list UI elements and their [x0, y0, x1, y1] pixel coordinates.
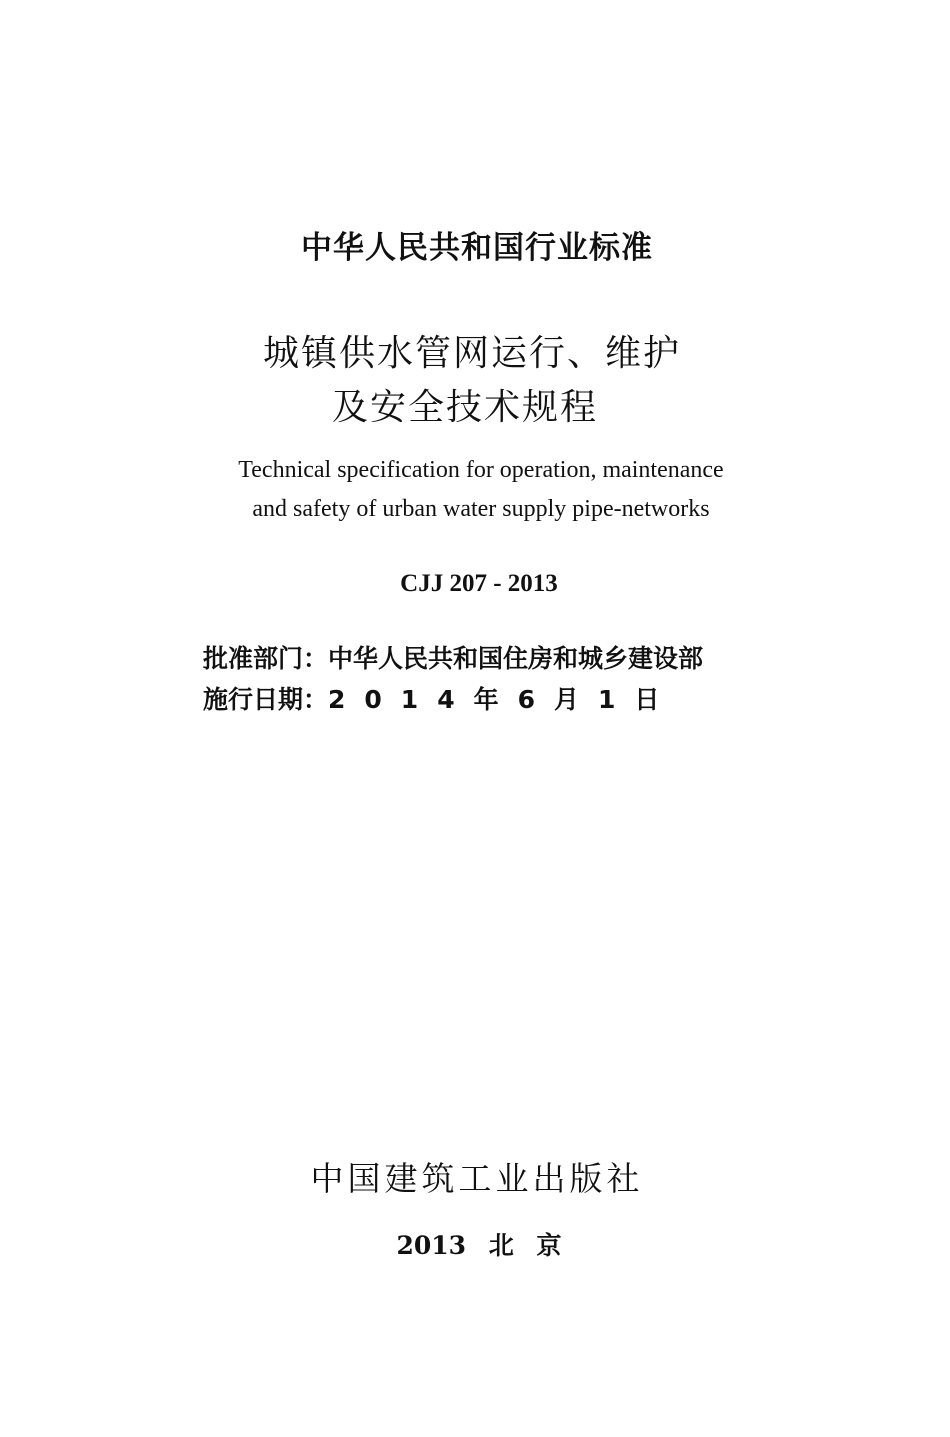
title-chinese-line-1: 城镇供水管网运行、维护 — [262, 333, 681, 374]
approval-department-value: 中华人民共和国住房和城乡建设部 — [328, 644, 704, 673]
standard-type-heading: 中华人民共和国行业标准 — [301, 230, 653, 266]
publication-year-place: 2013 北 京 — [396, 1231, 562, 1260]
approval-department-label: 批准部门： — [203, 644, 329, 673]
effective-date-row — [203, 680, 763, 716]
title-english-line-2: and safety of urban water supply pipe-networks — [252, 496, 710, 522]
title-english-line-1: Technical specification for operation, maintenance — [238, 457, 724, 483]
effective-date-label: 施行日期： — [203, 685, 329, 714]
title-chinese-line-2: 及安全技术规程 — [331, 387, 598, 428]
approval-department-row — [203, 639, 763, 675]
publisher-name: 中国建筑工业出版社 — [310, 1159, 644, 1198]
standard-code: CJJ 207 - 2013 — [400, 570, 558, 597]
effective-date-value: 2014年6月1日 — [328, 685, 679, 714]
